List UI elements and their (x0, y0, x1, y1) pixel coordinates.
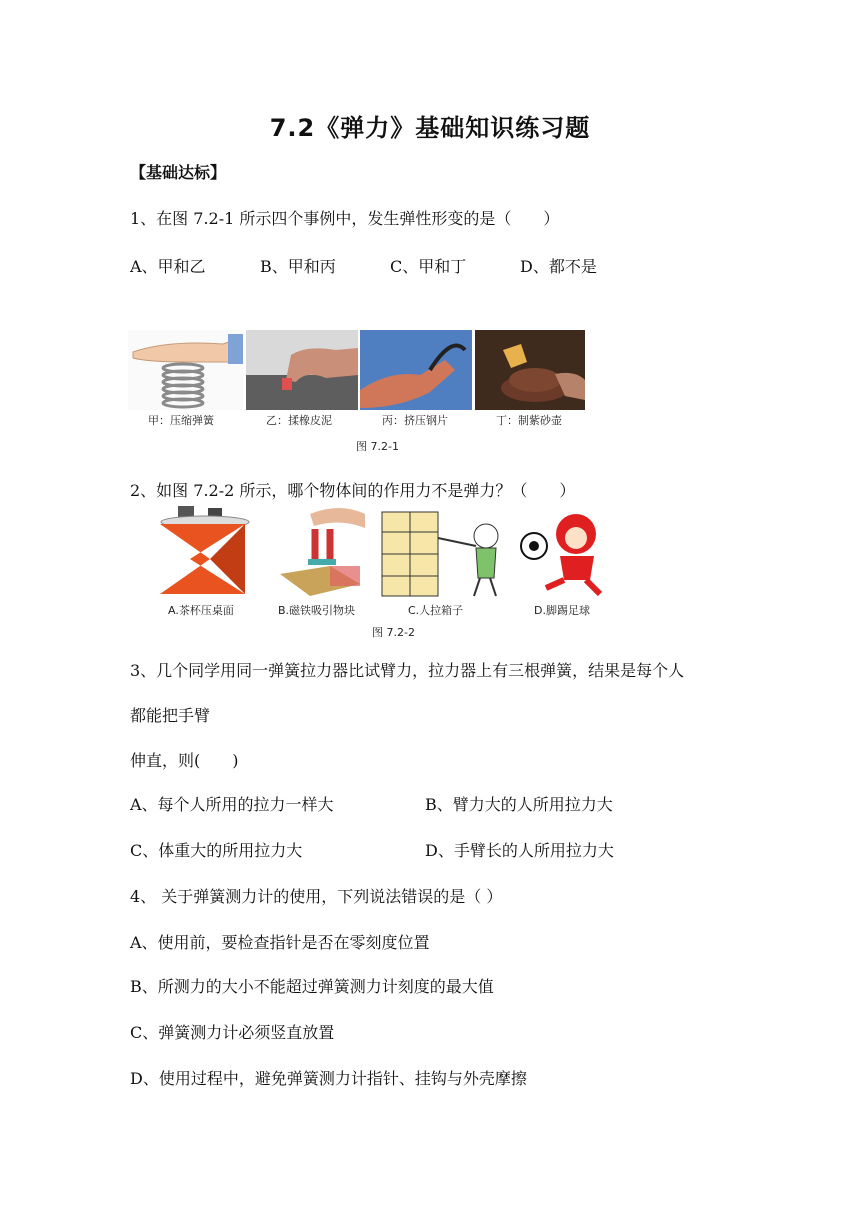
q1-option-c: C、甲和丁 (390, 257, 467, 276)
caption-b: B.磁铁吸引物块 (278, 604, 356, 617)
q1-option-a: A、甲和乙 (130, 257, 206, 276)
q2-stem: 2、如图 7.2-2 所示，哪个物体间的作用力不是弹力？（ ） (130, 481, 576, 500)
figure-label-7-2-2: 图 7.2-2 (372, 626, 415, 639)
figure-label-7-2-1: 图 7.2-1 (356, 440, 399, 453)
caption-jia: 甲：压缩弹簧 (148, 414, 214, 427)
section-heading: 【基础达标】 (130, 163, 227, 182)
figure-make-teapot-image (475, 330, 585, 410)
q4-option-b: B、所测力的大小不能超过弹簧测力计刻度的最大值 (130, 977, 494, 996)
page-title: 7.2《弹力》基础知识练习题 (269, 114, 591, 142)
q1-option-d: D、都不是 (520, 257, 597, 276)
q1-options (0, 254, 860, 276)
q1-stem: 1、在图 7.2-1 所示四个事例中，发生弹性形变的是（ ） (130, 209, 560, 228)
q3-options-row-1 (0, 792, 860, 814)
caption-bing: 丙：挤压钢片 (382, 414, 448, 427)
q3-options-row-2 (0, 838, 860, 860)
figure-compress-spring-image (128, 330, 243, 410)
figure-person-pull-box-image (378, 508, 508, 600)
caption-a: A.茶杯压桌面 (168, 604, 234, 617)
q3-option-b: B、臂力大的人所用拉力大 (425, 795, 613, 814)
figure-squeeze-steel-strip-image (360, 330, 472, 410)
figure-7-2-2 (150, 504, 610, 640)
caption-yi: 乙：揉橡皮泥 (266, 414, 332, 427)
q4-option-a: A、使用前，要检查指针是否在零刻度位置 (130, 933, 430, 952)
caption-d: D.脚踢足球 (534, 604, 590, 617)
caption-c: C.人拉箱子 (408, 604, 464, 617)
q3-line-2: 都能把手臂 (130, 706, 211, 725)
figure-kick-ball-image (516, 508, 610, 600)
figure-magnet-image (270, 504, 370, 600)
q4-option-d: D、使用过程中，避免弹簧测力计指针、挂钩与外壳摩擦 (130, 1069, 527, 1088)
figure-teacup-table-image (150, 504, 262, 600)
q3-line-3: 伸直，则( ) (130, 751, 239, 770)
q4-option-c: C、弹簧测力计必须竖直放置 (130, 1023, 335, 1042)
q3-line-1: 3、几个同学用同一弹簧拉力器比试臂力，拉力器上有三根弹簧，结果是每个人 (130, 661, 685, 680)
q3-option-c: C、体重大的所用拉力大 (130, 841, 303, 860)
q4-stem: 4、 关于弹簧测力计的使用，下列说法错误的是（ ） (130, 887, 503, 906)
q3-option-a: A、每个人所用的拉力一样大 (130, 795, 334, 814)
figure-knead-plasticine-image (246, 330, 358, 410)
q1-option-b: B、甲和丙 (260, 257, 336, 276)
q3-option-d: D、手臂长的人所用拉力大 (425, 841, 614, 860)
figure-7-2-1 (128, 330, 588, 460)
caption-ding: 丁：制紫砂壶 (496, 414, 562, 427)
